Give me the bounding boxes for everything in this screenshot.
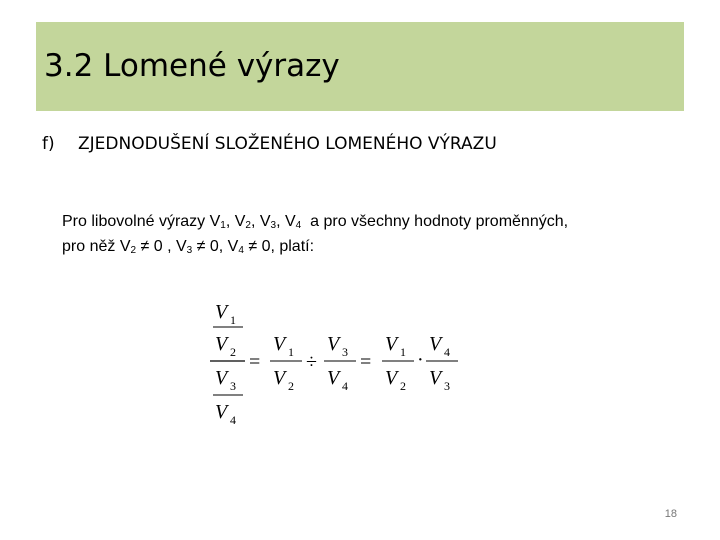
var-v: V — [215, 301, 228, 323]
var-v: V — [215, 367, 228, 389]
page-number: 18 — [664, 508, 677, 520]
text-run: pro něž V — [62, 238, 131, 255]
title-bar — [36, 22, 684, 111]
section-letter: f) — [42, 134, 55, 154]
division-sign: ÷ — [306, 351, 317, 373]
index: 4 — [342, 379, 348, 393]
index: 2 — [400, 379, 406, 393]
subscript: 1 — [220, 220, 226, 231]
subscript: 4 — [295, 220, 302, 231]
section-title: ZJEDNODUŠENÍ SLOŽENÉHO LOMENÉHO VÝRAZU — [78, 134, 497, 154]
index: 2 — [230, 345, 236, 359]
equals-sign: = — [360, 351, 372, 373]
text-run: ≠ 0 , V — [136, 238, 187, 255]
text-run: , V — [225, 213, 246, 230]
var-v: V — [327, 333, 340, 355]
equals-sign: = — [249, 351, 261, 373]
subscript: 2 — [130, 245, 137, 256]
text-run: Pro libovolné výrazy V — [62, 213, 221, 230]
statement-line-1 — [62, 211, 568, 236]
var-v: V — [273, 333, 286, 355]
statement-line-2 — [62, 236, 568, 261]
var-v: V — [327, 367, 340, 389]
compound-fraction-formula — [205, 296, 475, 428]
var-v: V — [429, 333, 442, 355]
text-run: , V — [250, 213, 271, 230]
subscript: 2 — [245, 220, 251, 231]
index: 4 — [230, 413, 236, 427]
text-run: , V — [276, 213, 296, 230]
index: 3 — [230, 379, 236, 393]
text-run: ≠ 0, V — [192, 238, 239, 255]
var-v: V — [273, 367, 286, 389]
var-v: V — [215, 401, 228, 423]
text-run: ≠ 0, platí: — [243, 238, 315, 255]
index: 4 — [444, 345, 450, 359]
text-run: a pro všechny hodnoty proměnných, — [301, 213, 569, 230]
var-v: V — [385, 367, 398, 389]
index: 3 — [342, 345, 348, 359]
var-v: V — [429, 367, 442, 389]
subscript: 3 — [270, 220, 277, 231]
var-v: V — [385, 333, 398, 355]
var-v: V — [215, 333, 228, 355]
section-heading — [42, 134, 497, 154]
subscript: 4 — [238, 245, 244, 256]
slide-title: 3.2 Lomené výrazy — [44, 48, 340, 84]
index: 3 — [444, 379, 450, 393]
multiplication-dot: · — [417, 349, 424, 371]
subscript: 3 — [186, 245, 193, 256]
index: 1 — [288, 345, 294, 359]
index: 1 — [230, 313, 236, 327]
index: 1 — [400, 345, 406, 359]
statement-paragraph — [62, 211, 568, 261]
index: 2 — [288, 379, 294, 393]
